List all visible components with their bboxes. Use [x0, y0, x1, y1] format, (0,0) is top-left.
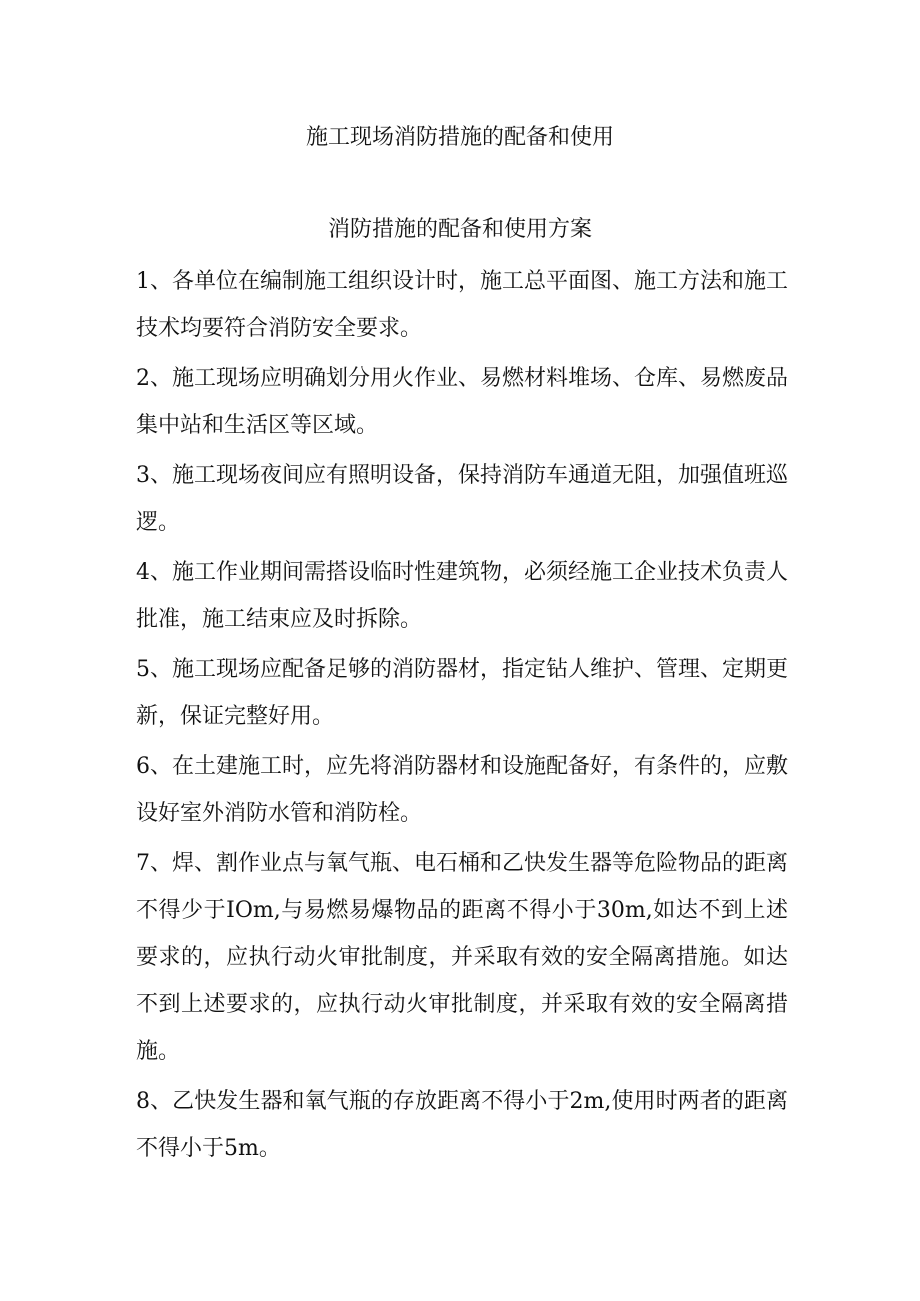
list-item: 2、施工现场应明确划分用火作业、易燃材料堆场、仓库、易燃废品集中站和生活区等区域。 — [136, 366, 788, 438]
list-item: 6、在土建施工时，应先将消防器材和设施配备好，有条件的，应敷设好室外消防水管和消防栓。 — [136, 754, 788, 826]
list-item: 1、各单位在编制施工组织设计时，施工总平面图、施工方法和施工技术均要符合消防安全要求。 — [136, 269, 788, 341]
list-item: 5、施工现场应配备足够的消防器材，指定钻人维护、管理、定期更新，保证完整好用。 — [136, 657, 788, 729]
document-subtitle: 消防措施的配备和使用方案 — [327, 217, 592, 242]
list-item: 7、焊、割作业点与氧气瓶、电石桶和乙快发生器等危险物品的距离不得少于IOm,与易燃易爆物品的距离不得小于30m,如达不到上述要求的，应执行动火审批制度，并采取有效的安全隔离措施。如达不到上述要求的，应执行动火审批制度，并采取有效的安全隔离措施。 — [136, 851, 788, 1064]
list-item: 3、施工现场夜间应有照明设备，保持消防车通道无阻，加强值班巡逻。 — [136, 463, 788, 535]
list-item: 8、乙快发生器和氧气瓶的存放距离不得小于2m,使用时两者的距离不得小于5m。 — [136, 1089, 788, 1161]
measures-list — [136, 258, 788, 1175]
list-item: 4、施工作业期间需搭设临时性建筑物，必须经施工企业技术负责人批准，施工结束应及时拆除。 — [136, 560, 788, 632]
document-title: 施工现场消防措施的配备和使用 — [305, 125, 614, 150]
